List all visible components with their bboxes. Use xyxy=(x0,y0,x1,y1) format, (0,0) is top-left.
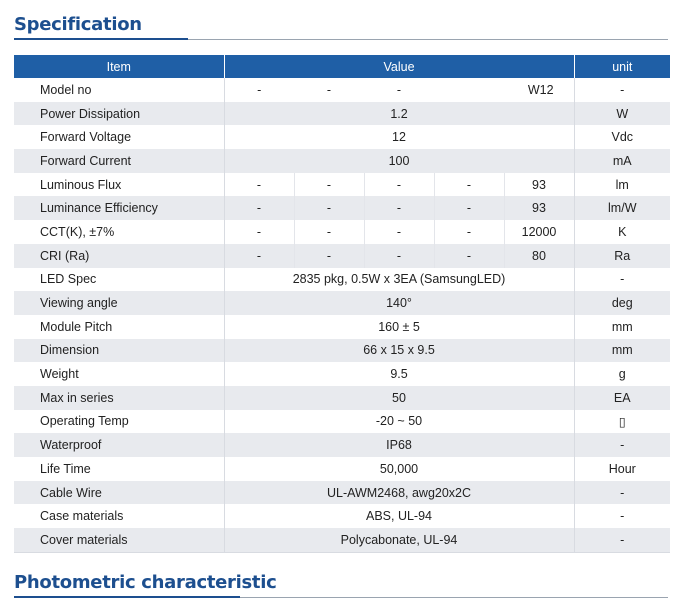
table-row xyxy=(14,481,670,505)
table-row xyxy=(14,149,670,173)
specification-table xyxy=(14,55,670,553)
row-value-cell: - xyxy=(294,173,364,197)
row-unit: EA xyxy=(574,386,670,410)
table-row xyxy=(14,196,670,220)
row-value-cell: - xyxy=(364,244,434,268)
row-value-cell: - xyxy=(434,196,504,220)
row-value: Polycabonate, UL-94 xyxy=(224,528,574,552)
header-item: Item xyxy=(14,55,224,78)
row-value: 160 ± 5 xyxy=(224,315,574,339)
row-item-label: Forward Voltage xyxy=(14,125,224,149)
table-row xyxy=(14,244,670,268)
row-item-label: Cable Wire xyxy=(14,481,224,505)
row-item-label: CCT(K), ±7% xyxy=(14,220,224,244)
row-unit: g xyxy=(574,362,670,386)
row-value-cell: 80 xyxy=(504,244,574,268)
table-row xyxy=(14,125,670,149)
row-value: 12 xyxy=(224,125,574,149)
row-unit: - xyxy=(574,268,670,292)
heading-rule xyxy=(14,39,668,40)
row-item-label: Weight xyxy=(14,362,224,386)
row-unit: W xyxy=(574,102,670,126)
row-value: 100 xyxy=(224,149,574,173)
heading-rule xyxy=(14,597,668,598)
row-item-label: Max in series xyxy=(14,386,224,410)
row-value-cell: - xyxy=(294,78,364,102)
row-unit: - xyxy=(574,433,670,457)
table-row xyxy=(14,528,670,552)
row-unit: - xyxy=(574,78,670,102)
row-value: ABS, UL-94 xyxy=(224,504,574,528)
row-item-label: Life Time xyxy=(14,457,224,481)
row-item-label: LED Spec xyxy=(14,268,224,292)
row-unit: - xyxy=(574,528,670,552)
table-row xyxy=(14,386,670,410)
table-row xyxy=(14,339,670,363)
row-value: 140° xyxy=(224,291,574,315)
row-value-cell: - xyxy=(434,220,504,244)
row-item-label: Dimension xyxy=(14,339,224,363)
row-unit: ▯ xyxy=(574,410,670,434)
row-unit: mm xyxy=(574,339,670,363)
row-unit: Hour xyxy=(574,457,670,481)
row-value-cell: - xyxy=(364,196,434,220)
table-row xyxy=(14,268,670,292)
row-value: UL-AWM2468, awg20x2C xyxy=(224,481,574,505)
table-row xyxy=(14,220,670,244)
row-item-label: Module Pitch xyxy=(14,315,224,339)
row-unit: mm xyxy=(574,315,670,339)
table-row xyxy=(14,291,670,315)
row-unit: mA xyxy=(574,149,670,173)
row-item-label: Viewing angle xyxy=(14,291,224,315)
row-item-label: Forward Current xyxy=(14,149,224,173)
header-unit: unit xyxy=(574,55,670,78)
table-body xyxy=(14,78,670,552)
row-unit: lm/W xyxy=(574,196,670,220)
row-unit: K xyxy=(574,220,670,244)
row-unit: - xyxy=(574,504,670,528)
row-item-label: Cover materials xyxy=(14,528,224,552)
specification-heading: Specification xyxy=(14,14,142,35)
row-unit: Ra xyxy=(574,244,670,268)
row-value-cell: - xyxy=(224,244,294,268)
row-value: -20 ~ 50 xyxy=(224,410,574,434)
row-value-cell: - xyxy=(364,173,434,197)
heading-rule-accent xyxy=(14,596,240,598)
row-value: 9.5 xyxy=(224,362,574,386)
header-value: Value xyxy=(224,55,574,78)
table-row xyxy=(14,173,670,197)
row-value-cell: 93 xyxy=(504,196,574,220)
row-value-cell: - xyxy=(294,220,364,244)
row-unit: - xyxy=(574,481,670,505)
table-row xyxy=(14,362,670,386)
row-value: 50,000 xyxy=(224,457,574,481)
row-value-cell: - xyxy=(294,196,364,220)
row-value: 2835 pkg, 0.5W x 3EA (SamsungLED) xyxy=(224,268,574,292)
heading-rule-accent xyxy=(14,38,188,40)
row-value-cell: 12000 xyxy=(504,220,574,244)
row-item-label: Waterproof xyxy=(14,433,224,457)
row-value-cell: - xyxy=(434,173,504,197)
row-item-label: Power Dissipation xyxy=(14,102,224,126)
row-value-cell: W12 xyxy=(434,78,574,102)
row-value-cell: - xyxy=(294,244,364,268)
row-unit: Vdc xyxy=(574,125,670,149)
row-unit: deg xyxy=(574,291,670,315)
table-row xyxy=(14,78,670,102)
row-item-label: Luminance Efficiency xyxy=(14,196,224,220)
row-value-cell: - xyxy=(364,78,434,102)
row-value-cell: 93 xyxy=(504,173,574,197)
table-row xyxy=(14,433,670,457)
row-item-label: Operating Temp xyxy=(14,410,224,434)
table-row xyxy=(14,315,670,339)
row-item-label: Model no xyxy=(14,78,224,102)
table-header-row xyxy=(14,55,670,78)
table-row xyxy=(14,410,670,434)
row-value-cell: - xyxy=(224,220,294,244)
row-value-cell: - xyxy=(364,220,434,244)
row-value: 50 xyxy=(224,386,574,410)
row-value-cell: - xyxy=(434,244,504,268)
row-value: 1.2 xyxy=(224,102,574,126)
row-item-label: CRI (Ra) xyxy=(14,244,224,268)
table-row xyxy=(14,504,670,528)
table-row xyxy=(14,102,670,126)
row-item-label: Case materials xyxy=(14,504,224,528)
row-value: IP68 xyxy=(224,433,574,457)
row-item-label: Luminous Flux xyxy=(14,173,224,197)
row-value-cell: - xyxy=(224,196,294,220)
row-value: 66 x 15 x 9.5 xyxy=(224,339,574,363)
row-value-cell: - xyxy=(224,78,294,102)
row-unit: lm xyxy=(574,173,670,197)
row-value-cell: - xyxy=(224,173,294,197)
table-row xyxy=(14,457,670,481)
photometric-heading: Photometric characteristic xyxy=(14,572,277,593)
